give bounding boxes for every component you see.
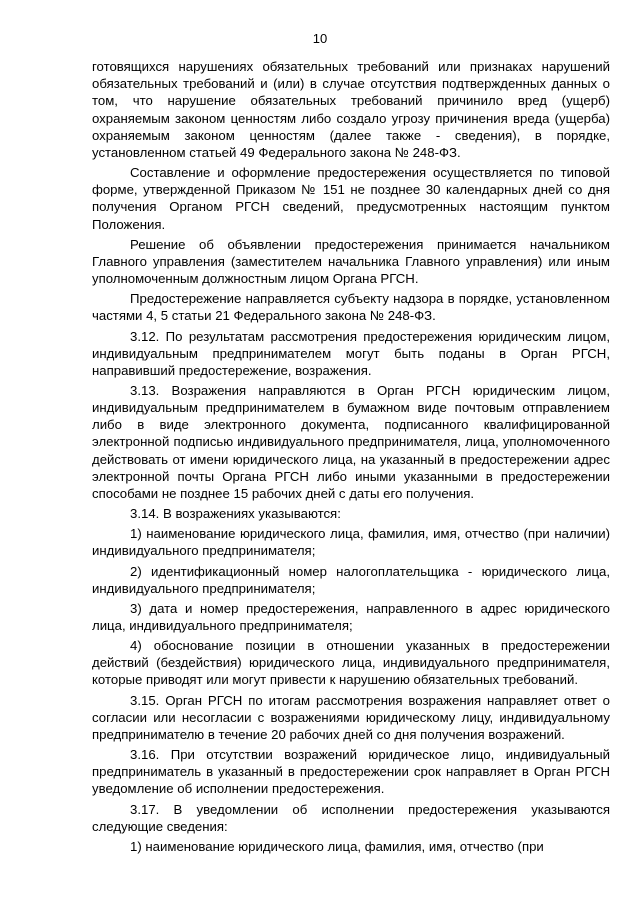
list-item-1-continued: 1) наименование юридического лица, фамилия, имя, отчество (при bbox=[130, 838, 544, 854]
paragraph-decision: Решение об объявлении предостережения принимается начальником Главного управления (заместителем начальника Главного управления) или иным уполномоченным должностным лицом Органа РГСН. bbox=[92, 236, 610, 287]
list-item-3: 3) дата и номер предостережения, направленного в адрес юридического лица, индивидуального предпринимателя; bbox=[92, 600, 610, 633]
paragraph-3-16: 3.16. При отсутствии возражений юридическое лицо, индивидуальный предприниматель в указанный в предостережении срок направляет в Орган РГСН уведомление об исполнении предостережения. bbox=[92, 747, 610, 797]
paragraph-3-13: 3.13. Возражения направляются в Орган РГСН юридическим лицом, индивидуальным предпринимателем в бумажном виде почтовым отправлением либо в виде электронного документа, подписанного квалифицированной электронной подписью индивидуального предпринимателя, лица, уполномоченного действовать от имени юридического лица, на указанный в предостережении адрес электронной почты Органа РГСН либо иными указанными в предостережении способами не позднее 15 рабочих дней с даты его получения. bbox=[92, 382, 610, 501]
paragraph-3-14: 3.14. В возражениях указываются: bbox=[130, 506, 341, 522]
list-item-2: 2) идентификационный номер налогоплательщика - юридического лица, индивидуального предпринимателя; bbox=[92, 563, 610, 596]
list-item-1: 1) наименование юридического лица, фамилия, имя, отчество (при наличии) индивидуального предпринимателя; bbox=[92, 526, 610, 559]
paragraph-sending: Предостережение направляется субъекту надзора в порядке, установленном частями 4, 5 статьи 21 Федерального закона № 248-ФЗ. bbox=[92, 291, 610, 324]
paragraph-continuation: готовящихся нарушениях обязательных требований или признаках нарушений обязательных требований и (или) в случае отсутствия подтвержденных данных о том, что нарушение обязательных требований причинило вред (ущерб) охраняемым законом ценностям либо создало угрозу причинения вреда (ущерба) охраняемым законом ценностям (далее также - сведения), в порядке, установленном статьей 49 Федерального закона № 248-ФЗ. bbox=[92, 59, 610, 160]
page-number: 10 bbox=[312, 31, 328, 46]
paragraph-3-17: 3.17. В уведомлении об исполнении предостережения указываются следующие сведения: bbox=[92, 801, 610, 834]
paragraph-3-15: 3.15. Орган РГСН по итогам рассмотрения возражения направляет ответ о согласии или несогласии с возражениями юридическому лицу, индивидуальному предпринимателю в течение 20 рабочих дней со дня получения возражений. bbox=[92, 692, 610, 742]
list-item-4: 4) обоснование позиции в отношении указанных в предостережении действий (бездействия) юридического лица, индивидуального предпринимателя, которые приводят или могут привести к нарушению обязательных требований. bbox=[92, 638, 610, 688]
paragraph-drafting: Составление и оформление предостережения осуществляется по типовой форме, утвержденной Приказом № 151 не позднее 30 календарных дней со дня получения Органом РГСН сведений, предусмотренных настоящим пунктом Положения. bbox=[92, 165, 610, 232]
paragraph-3-12: 3.12. По результатам рассмотрения предостережения юридическим лицом, индивидуальным предпринимателем могут быть поданы в Орган РГСН, направивший предостережение, возражения. bbox=[92, 328, 610, 378]
